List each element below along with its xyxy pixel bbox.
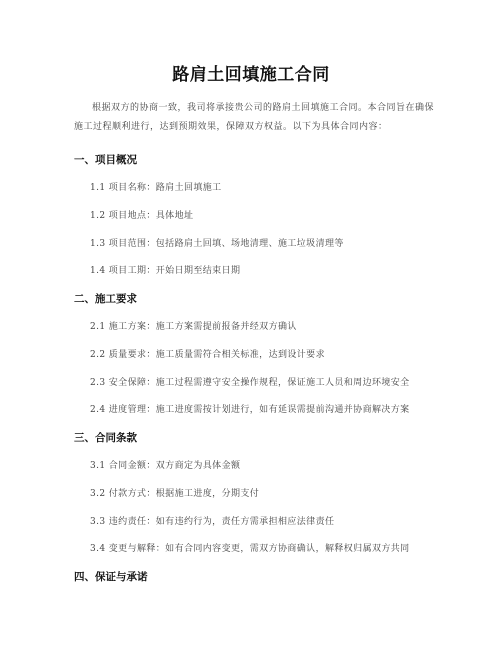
section-2-item-1: 2.1 施工方案：施工方案需提前报备并经双方确认 xyxy=(90,322,297,332)
section-2-item-2: 2.2 质量要求：施工质量需符合相关标准，达到设计要求 xyxy=(90,350,325,360)
section-3-item-3: 3.3 违约责任：如有违约行为，责任方需承担相应法律责任 xyxy=(90,517,335,527)
intro-paragraph: 根据双方的协商一致，我司将承接贵公司的路肩土回填施工合同。本合同旨在确保施工过程顺利进行，达到预期效果，保障双方权益。以下为具体合同内容： xyxy=(74,103,435,132)
section-heading-2: 二、施工要求 xyxy=(74,293,137,305)
section-heading-4: 四、保证与承诺 xyxy=(74,571,148,583)
section-3-item-2: 3.2 付款方式：根据施工进度，分期支付 xyxy=(90,489,260,499)
section-1-item-4: 1.4 项目工期：开始日期至结束日期 xyxy=(90,266,241,276)
section-heading-1: 一、项目概况 xyxy=(74,154,137,166)
section-heading-3: 三、合同条款 xyxy=(74,432,137,444)
document-title: 路肩土回填施工合同 xyxy=(172,65,330,85)
section-1-item-2: 1.2 项目地点：具体地址 xyxy=(90,211,194,221)
section-1-item-1: 1.1 项目名称：路肩土回填施工 xyxy=(90,183,222,193)
section-3-item-4: 3.4 变更与解释：如有合同内容变更，需双方协商确认，解释权归属双方共同 xyxy=(90,544,410,554)
section-1-item-3: 1.3 项目范围：包括路肩土回填、场地清理、施工垃圾清理等 xyxy=(90,239,344,249)
section-2-item-3: 2.3 安全保障：施工过程需遵守安全操作规程，保证施工人员和周边环境安全 xyxy=(90,378,410,388)
section-3-item-1: 3.1 合同金额：双方商定为具体金额 xyxy=(90,461,241,471)
section-2-item-4: 2.4 进度管理：施工进度需按计划进行，如有延误需提前沟通并协商解决方案 xyxy=(90,405,410,415)
